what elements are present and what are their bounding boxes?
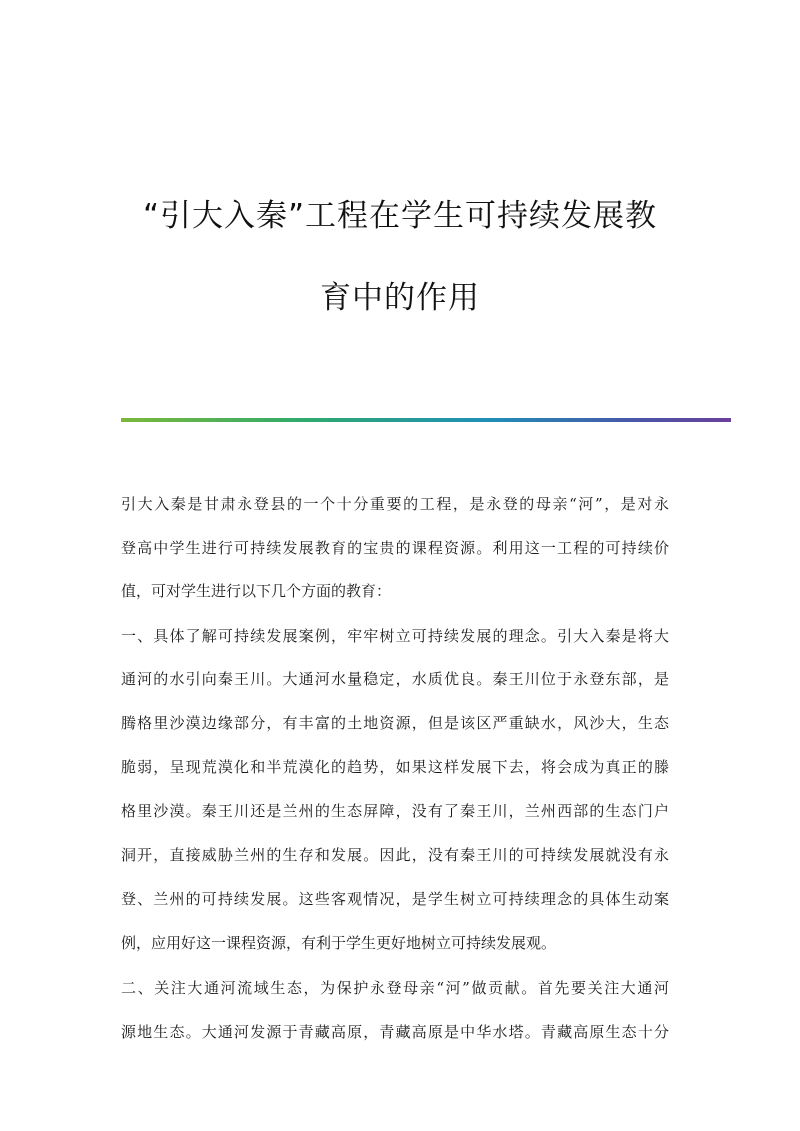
paragraph-2-line-4: 脆弱，呈现荒漠化和半荒漠化的趋势，如果这样发展下去，将会成为真正的滕 [121,758,669,776]
paragraph-2-line-6: 洞开，直接威胁兰州的生存和发展。因此，没有秦王川的可持续发展就没有永 [121,846,669,864]
paragraph-2-line-5: 格里沙漠。秦王川还是兰州的生态屏障，没有了秦王川，兰州西部的生态门户 [121,802,669,820]
paragraph-3-line-2: 源地生态。大通河发源于青藏高原，青藏高原是中华水塔。青藏高原生态十分 [121,1023,669,1041]
paragraph-2-line-2: 通河的水引向秦王川。大通河水量稳定，水质优良。秦王川位于永登东部，是 [121,670,669,688]
paragraph-1-line-1: 引大入秦是甘肃永登县的一个十分重要的工程，是永登的母亲“河”，是对永 [121,495,669,513]
paragraph-2-line-7: 登、兰州的可持续发展。这些客观情况，是学生树立可持续理念的具体生动案 [121,890,669,908]
paragraph-2-line-8: 例，应用好这一课程资源，有利于学生更好地树立可持续发展观。 [121,934,557,952]
title-divider [121,418,731,422]
paragraph-1-line-2: 登高中学生进行可持续发展教育的宝贵的课程资源。利用这一工程的可持续价 [121,539,669,557]
document-title-line-2: 育中的作用 [320,280,480,316]
paragraph-2-line-3: 腾格里沙漠边缘部分，有丰富的土地资源，但是该区严重缺水，风沙大，生态 [121,714,669,732]
paragraph-2-line-1: 一、具体了解可持续发展案例，牢牢树立可持续发展的理念。引大入秦是将大 [121,627,669,645]
document-title-line-1: “引大入秦”工程在学生可持续发展教 [142,198,658,234]
paragraph-1-line-3: 值，可对学生进行以下几个方面的教育： [121,582,392,600]
paragraph-3-line-1: 二、关注大通河流域生态，为保护永登母亲“河”做贡献。首先要关注大通河 [121,979,669,997]
